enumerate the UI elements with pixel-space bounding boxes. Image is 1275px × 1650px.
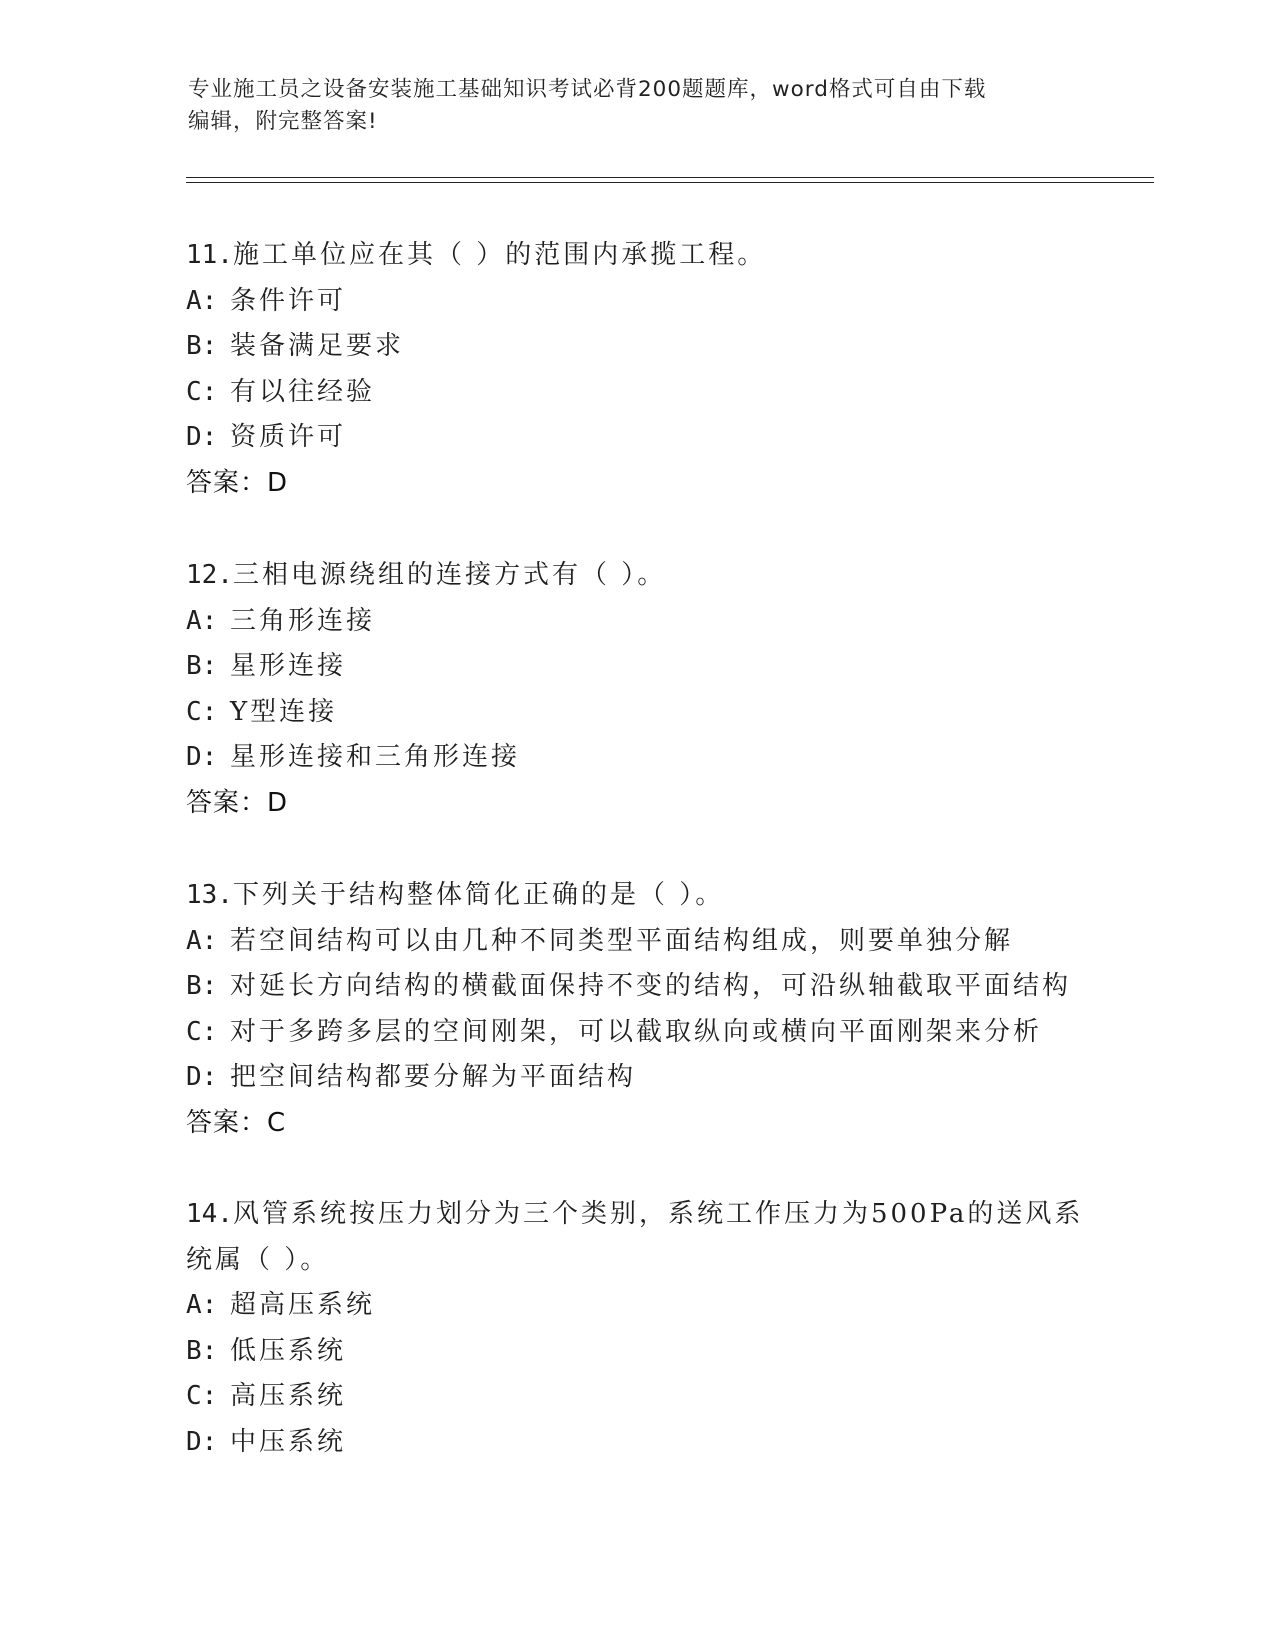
question-stem-text: 下列关于结构整体简化正确的是（ ）。 — [232, 880, 725, 910]
option-letter: A: — [186, 1290, 218, 1320]
option-text: 若空间结构可以由几种不同类型平面结构组成，则要单独分解 — [230, 925, 1014, 956]
option-c — [186, 1010, 1086, 1056]
option-text: 超高压系统 — [230, 1290, 376, 1320]
header-divider-bottom — [186, 182, 1154, 183]
option-b — [186, 644, 1086, 690]
option-c — [186, 1374, 1086, 1420]
option-a — [186, 279, 1086, 325]
question-stem — [186, 873, 1086, 919]
header-title-line-2: 编辑，附完整答案! — [188, 109, 378, 134]
option-a — [186, 1283, 1086, 1329]
question-stem — [186, 233, 1086, 279]
option-text: 星形连接和三角形连接 — [230, 742, 521, 772]
option-letter: D: — [186, 422, 218, 452]
question-number: 13. — [186, 880, 233, 910]
option-letter: B: — [186, 651, 218, 681]
option-c — [186, 370, 1086, 416]
question-stem — [186, 1192, 1086, 1238]
question-stem-continuation: 统属（ ）。 — [186, 1244, 330, 1275]
option-d — [186, 1420, 1086, 1466]
question-11 — [186, 233, 1086, 506]
option-text: 中压系统 — [230, 1426, 347, 1457]
option-text: Y型连接 — [230, 696, 338, 727]
answer-line: 答案：D — [186, 787, 289, 818]
option-letter: D: — [186, 1426, 218, 1457]
question-stem-text: 三相电源绕组的连接方式有（ ）。 — [232, 560, 667, 590]
document-header — [188, 74, 1088, 138]
option-c — [186, 690, 1086, 736]
question-stem-text: 施工单位应在其（ ）的范围内承揽工程。 — [232, 240, 767, 270]
option-letter: D: — [186, 742, 218, 772]
header-divider-top — [186, 177, 1154, 178]
option-a — [186, 599, 1086, 645]
question-number: 11. — [186, 240, 233, 270]
option-letter: C: — [186, 1381, 218, 1411]
question-13 — [186, 873, 1086, 1146]
option-text: 装备满足要求 — [230, 331, 405, 361]
option-b — [186, 324, 1086, 370]
option-letter: C: — [186, 1016, 218, 1047]
option-text: 资质许可 — [230, 422, 347, 452]
answer-line: 答案：D — [186, 467, 289, 498]
option-letter: D: — [186, 1062, 218, 1092]
option-d — [186, 415, 1086, 461]
option-b — [186, 1329, 1086, 1375]
option-text: 星形连接 — [230, 651, 347, 681]
option-letter: A: — [186, 605, 218, 636]
option-b — [186, 964, 1086, 1010]
option-text: 对延长方向结构的横截面保持不变的结构，可沿纵轴截取平面结构 — [230, 971, 1072, 1001]
option-d — [186, 735, 1086, 781]
option-letter: B: — [186, 1335, 218, 1366]
header-title-line-1: 专业施工员之设备安装施工基础知识考试必背200题题库，word格式可自由下载 — [188, 77, 987, 102]
question-12 — [186, 553, 1086, 826]
option-text: 高压系统 — [230, 1381, 347, 1411]
option-text: 对于多跨多层的空间刚架，可以截取纵向或横向平面刚架来分析 — [230, 1016, 1043, 1047]
option-text: 低压系统 — [230, 1335, 347, 1366]
question-number: 12. — [186, 560, 233, 590]
option-text: 条件许可 — [230, 285, 347, 316]
option-letter: C: — [186, 696, 218, 727]
option-text: 把空间结构都要分解为平面结构 — [230, 1062, 637, 1092]
question-14 — [186, 1192, 1086, 1465]
option-letter: A: — [186, 925, 218, 956]
question-stem — [186, 553, 1086, 599]
question-stem-text: 风管系统按压力划分为三个类别，系统工作压力为500Pa的送风系 — [232, 1199, 1084, 1229]
answer-line: 答案：C — [186, 1107, 287, 1138]
option-d — [186, 1055, 1086, 1101]
option-letter: B: — [186, 971, 218, 1001]
option-letter: B: — [186, 331, 218, 361]
option-letter: A: — [186, 285, 218, 316]
option-text: 三角形连接 — [230, 605, 376, 636]
option-letter: C: — [186, 376, 218, 407]
option-text: 有以往经验 — [230, 376, 376, 407]
option-a — [186, 919, 1086, 965]
question-number: 14. — [186, 1199, 233, 1229]
